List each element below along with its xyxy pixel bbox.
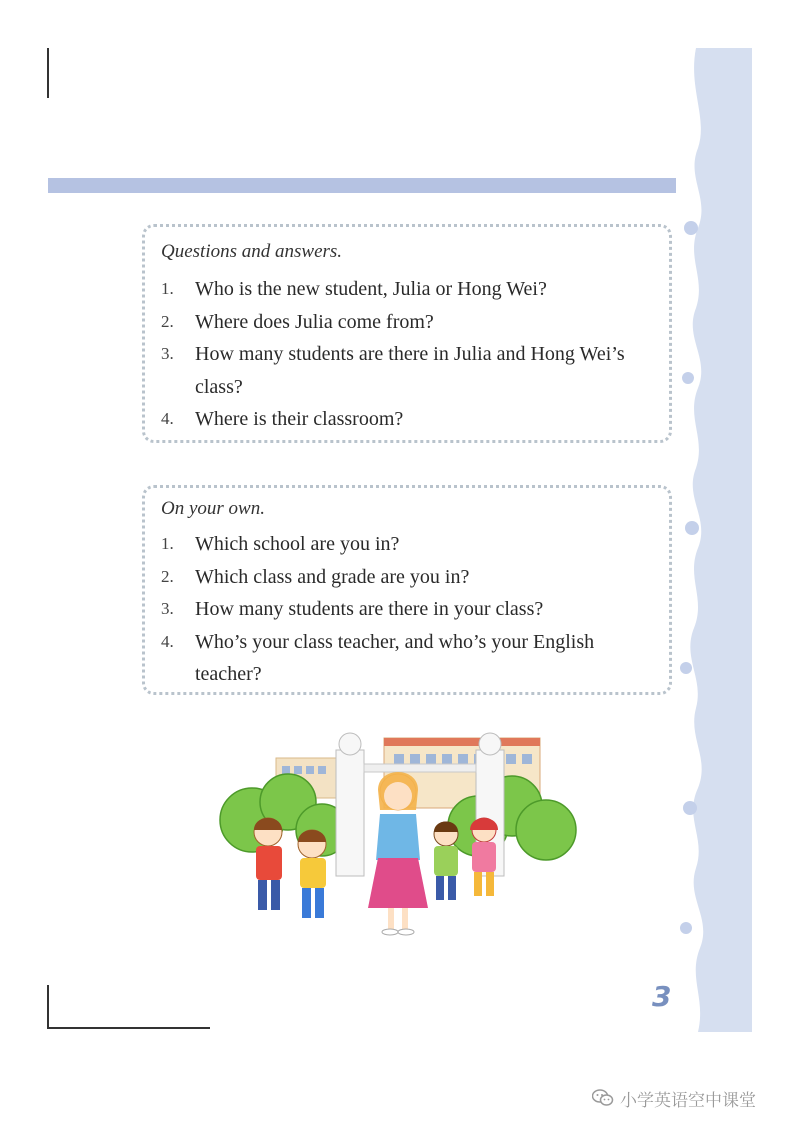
page-edge-left	[47, 48, 49, 98]
section-title: Questions and answers.	[161, 241, 343, 262]
question-text: How many students are there in Julia and Hong Wei’s class?	[195, 343, 625, 398]
school-gate-teacher-children-illustration	[212, 730, 592, 945]
watermark	[592, 1085, 756, 1111]
page-edge-bottom	[48, 1027, 210, 1029]
question-number: 1.	[161, 534, 174, 553]
question-number: 4.	[161, 631, 174, 651]
question-number: 3.	[161, 344, 174, 363]
question-number: 4.	[161, 409, 174, 428]
decorative-side-strip	[676, 48, 752, 1032]
question-text: Which class and grade are you in?	[195, 565, 470, 588]
question-item	[161, 626, 653, 691]
question-text: Who’s your class teacher, and who’s your English teacher?	[195, 630, 595, 685]
question-text: Where does Julia come from?	[195, 310, 434, 333]
question-list	[161, 528, 653, 691]
question-list	[161, 273, 653, 436]
question-item	[161, 338, 653, 403]
header-band	[48, 178, 676, 193]
question-text: Which school are you in?	[195, 533, 400, 555]
question-item	[161, 528, 653, 561]
question-number: 1.	[161, 279, 174, 298]
page-number: 3	[652, 980, 672, 1013]
question-text: Where is their classroom?	[195, 408, 404, 430]
question-text: Who is the new student, Julia or Hong Wei?	[195, 278, 547, 300]
question-item	[161, 306, 653, 339]
question-text: How many students are there in your class?	[195, 598, 544, 620]
watermark-text: 小学英语空中课堂	[620, 1090, 756, 1111]
question-item	[161, 273, 653, 306]
wechat-icon	[592, 1088, 614, 1108]
question-item	[161, 593, 653, 626]
on-your-own-box	[142, 485, 672, 695]
questions-and-answers-box	[142, 224, 672, 443]
section-title: On your own.	[161, 498, 265, 519]
question-number: 3.	[161, 599, 174, 618]
question-item	[161, 561, 653, 594]
page-edge-corner	[47, 985, 49, 1029]
question-number: 2.	[161, 311, 174, 331]
question-number: 2.	[161, 566, 174, 586]
question-item	[161, 403, 653, 436]
